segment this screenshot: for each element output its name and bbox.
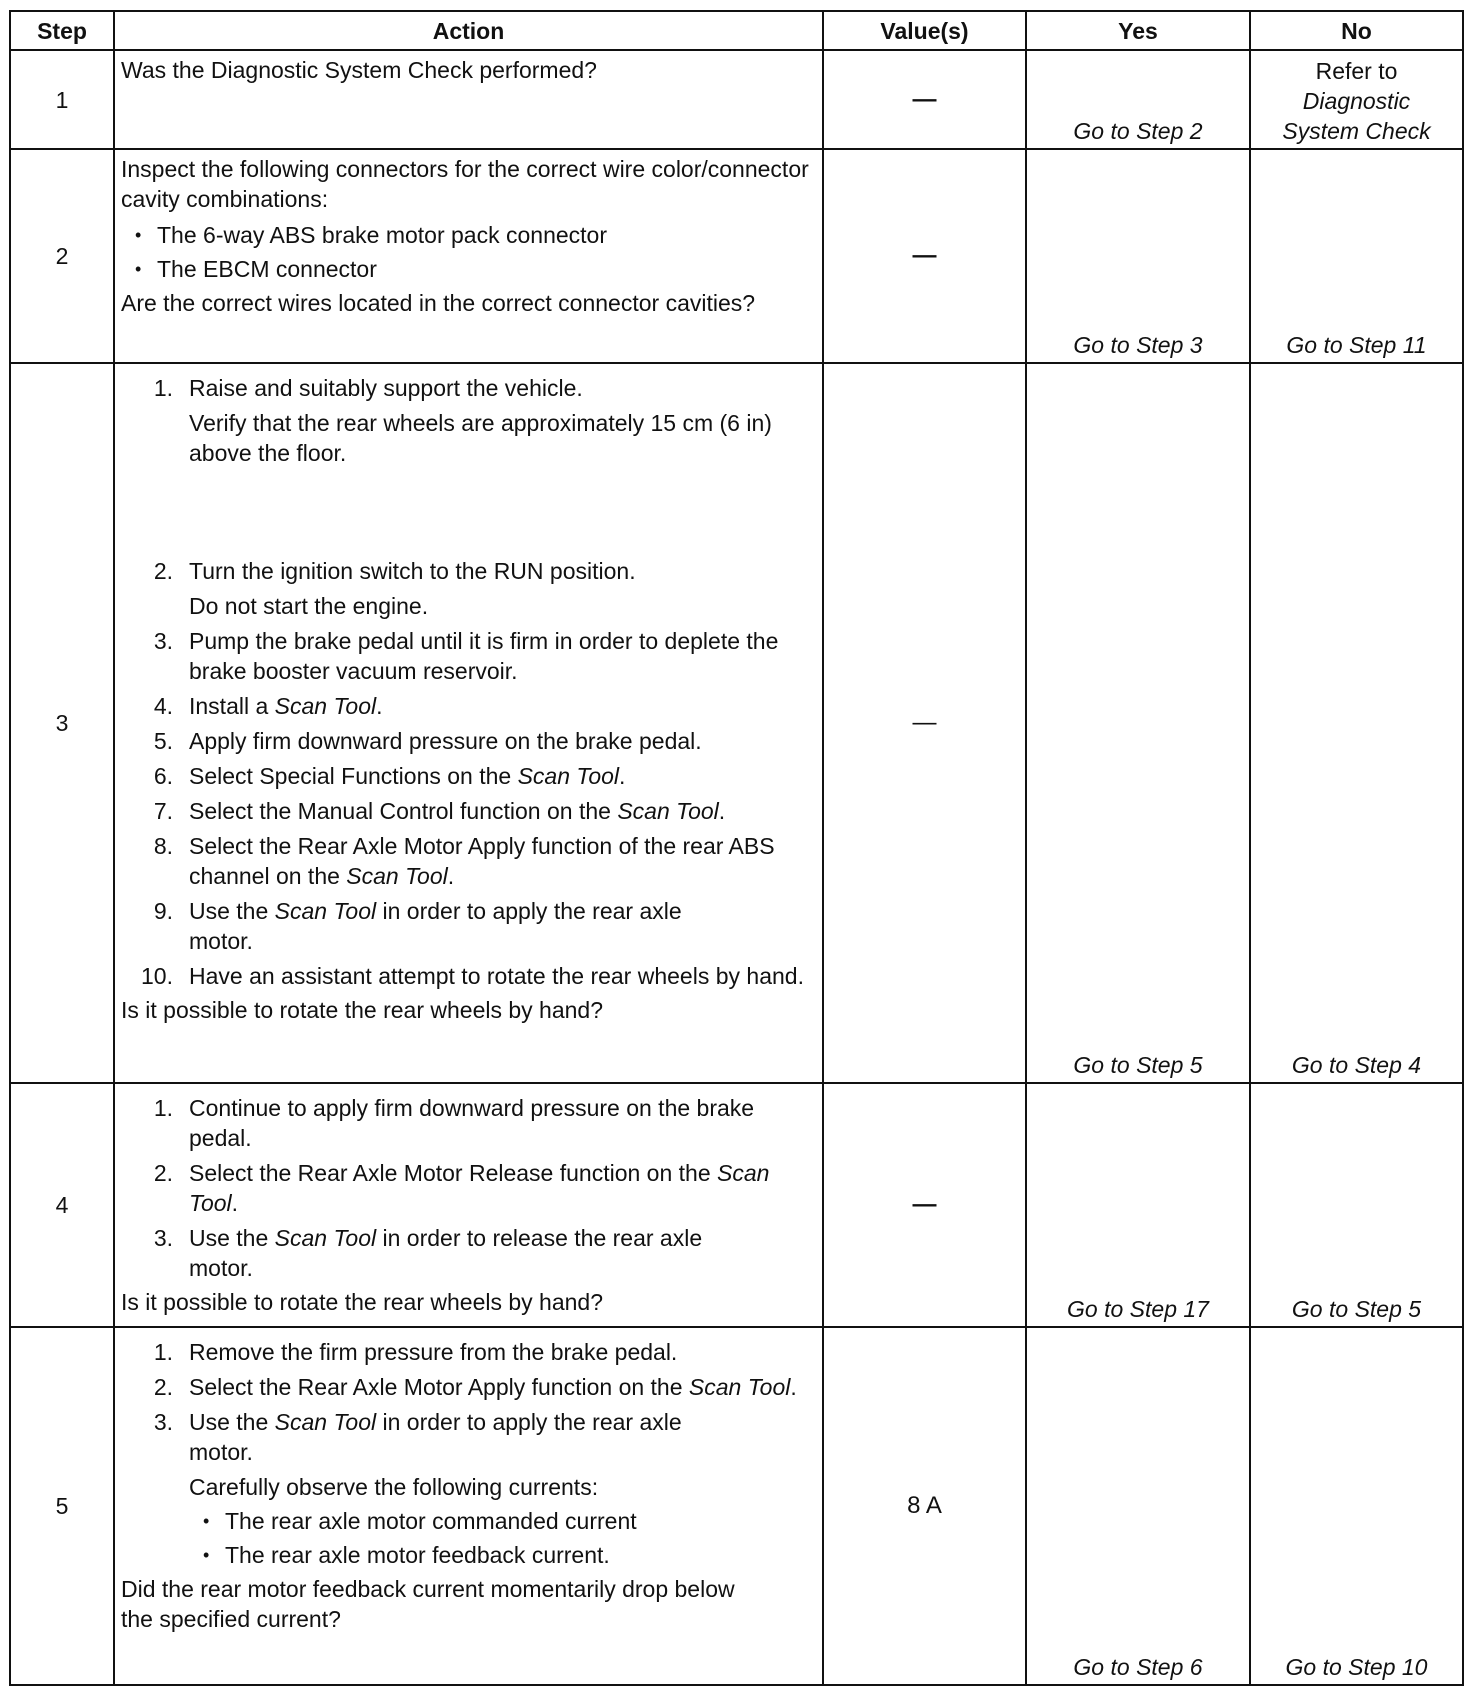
numbered-step-text-a: Install a [189, 693, 275, 719]
step-action [114, 363, 823, 1083]
numbered-step-index: 7. [153, 798, 173, 824]
yes-result: Go to Step 17 [1026, 1083, 1250, 1327]
numbered-step-text: Continue to apply firm downward pressure on the brake pedal. [189, 1095, 755, 1151]
numbered-step-text: Pump the brake pedal until it is firm in order to deplete the brake booster vacuum reservoir. [189, 628, 779, 684]
scan-tool-ref: Scan Tool [189, 1160, 770, 1216]
header-step: Step [10, 11, 114, 50]
numbered-step-text-a: Use the [189, 1409, 275, 1435]
numbered-step-index: 1. [153, 1095, 173, 1121]
numbered-step [121, 831, 818, 891]
scan-tool-ref: Scan Tool [274, 1225, 377, 1251]
step-row-2 [10, 149, 1463, 363]
step-row-4 [10, 1083, 1463, 1327]
numbered-step-text-a: Select the Rear Axle Motor Apply function of the rear ABS channel on the [189, 833, 775, 889]
numbered-step [121, 691, 818, 721]
no-result: Go to Step 10 [1250, 1327, 1463, 1685]
step-value: — [823, 1083, 1026, 1327]
numbered-step-text: Raise and suitably support the vehicle. [189, 375, 583, 401]
numbered-step [121, 961, 818, 991]
numbered-step-text-b: . [376, 693, 383, 719]
yes-result: Go to Step 5 [1026, 363, 1250, 1083]
action-intro: Inspect the following connectors for the correct wire color/connector cavity combinations: [121, 156, 809, 212]
scan-tool-ref: Scan Tool [274, 1409, 377, 1435]
yes-result: Go to Step 6 [1026, 1327, 1250, 1685]
bullet-item: • The 6-way ABS brake motor pack connector [121, 220, 818, 250]
numbered-step-text-b: in order to apply the rear axle motor. [189, 1409, 682, 1465]
scan-tool-ref: Scan Tool [517, 763, 620, 789]
header-no: No [1250, 11, 1463, 50]
numbered-step [121, 1407, 818, 1467]
diagnostic-table [9, 10, 1464, 1686]
numbered-step-text-a: Use the [189, 1225, 275, 1251]
numbered-step-index: 3. [153, 628, 173, 654]
numbered-step-index: 9. [153, 898, 173, 924]
scan-tool-ref: Scan Tool [274, 693, 377, 719]
no-result: Go to Step 11 [1250, 149, 1463, 363]
numbered-step-text-a: Select the Rear Axle Motor Release function on the [189, 1160, 718, 1186]
no-refer-label: Refer to [1315, 58, 1398, 84]
numbered-step-text: Turn the ignition switch to the RUN position. [189, 558, 636, 584]
numbered-step [121, 896, 818, 956]
step-value: — [823, 50, 1026, 149]
numbered-step [121, 626, 818, 686]
yes-result: Go to Step 3 [1026, 149, 1250, 363]
action-question: Did the rear motor feedback current momentarily drop below the specified current? [121, 1576, 735, 1632]
numbered-step-text-b: . [790, 1374, 797, 1400]
numbered-step-index: 5. [153, 728, 173, 754]
header-row [10, 11, 1463, 50]
step-number: 2 [10, 149, 114, 363]
no-refer-link-line1: Diagnostic [1302, 88, 1411, 114]
numbered-step [121, 1337, 818, 1367]
numbered-step-text-b: . [619, 763, 626, 789]
no-refer-link-line2: System Check [1282, 118, 1431, 144]
numbered-step-text-b: . [718, 798, 726, 824]
scan-tool-ref: Scan Tool [346, 863, 448, 889]
step-number: 1 [10, 50, 114, 149]
step-value: 8 A [823, 1327, 1026, 1685]
numbered-step-text-b: . [231, 1190, 239, 1216]
scan-tool-ref: Scan Tool [274, 898, 377, 924]
numbered-step-index: 1. [153, 375, 173, 401]
numbered-step-text-b: in order to apply the rear axle motor. [189, 898, 682, 954]
numbered-step [121, 796, 818, 826]
numbered-step [121, 373, 818, 403]
numbered-step-text-a: Select the Manual Control function on the [189, 798, 618, 824]
numbered-step [121, 761, 818, 791]
bullet-item: • The EBCM connector [121, 254, 818, 284]
step-row-1 [10, 50, 1463, 149]
numbered-step-index: 10. [141, 963, 173, 989]
action-question: Is it possible to rotate the rear wheels by hand? [121, 997, 604, 1023]
step-note: Carefully observe the following currents: [189, 1474, 599, 1500]
step-action [114, 1083, 823, 1327]
no-result: Go to Step 5 [1250, 1083, 1463, 1327]
scan-tool-ref: Scan Tool [617, 798, 719, 824]
step-note: Verify that the rear wheels are approximately 15 cm (6 in) above the floor. [189, 410, 772, 466]
header-values: Value(s) [823, 11, 1026, 50]
step-row-5 [10, 1327, 1463, 1685]
numbered-step-text-b: . [447, 863, 455, 889]
numbered-step [121, 1093, 818, 1153]
numbered-step [121, 1158, 818, 1218]
numbered-step-text-a: Select Special Functions on the [189, 763, 518, 789]
no-result: Go to Step 4 [1250, 363, 1463, 1083]
step-action [114, 1327, 823, 1685]
header-yes: Yes [1026, 11, 1250, 50]
bullet-item: • The rear axle motor commanded current [121, 1506, 818, 1536]
no-result [1250, 50, 1463, 149]
step-number: 5 [10, 1327, 114, 1685]
numbered-step-index: 3. [153, 1409, 173, 1435]
numbered-step-index: 8. [153, 833, 173, 859]
numbered-step-text: Apply firm downward pressure on the brake pedal. [189, 728, 702, 754]
numbered-step [121, 726, 818, 756]
action-question: Are the correct wires located in the correct connector cavities? [121, 290, 756, 316]
step-action [114, 50, 823, 149]
numbered-step-index: 2. [153, 558, 173, 584]
numbered-step [121, 556, 818, 586]
header-action: Action [114, 11, 823, 50]
numbered-step-index: 6. [153, 763, 173, 789]
numbered-step-text: Remove the firm pressure from the brake pedal. [189, 1339, 678, 1365]
step-action [114, 149, 823, 363]
action-question: Was the Diagnostic System Check performed? [121, 57, 597, 83]
numbered-step-text-a: Select the Rear Axle Motor Apply function on the [189, 1374, 689, 1400]
numbered-step-index: 2. [153, 1374, 173, 1400]
step-note: Do not start the engine. [189, 593, 429, 619]
numbered-step-text-a: Use the [189, 898, 275, 924]
numbered-step-text-b: in order to release the rear axle motor. [189, 1225, 703, 1281]
numbered-step [121, 1372, 818, 1402]
numbered-step-index: 1. [153, 1339, 173, 1365]
step-number: 4 [10, 1083, 114, 1327]
bullet-item: • The rear axle motor feedback current. [121, 1540, 818, 1570]
numbered-step [121, 1223, 818, 1283]
numbered-step-index: 2. [153, 1160, 173, 1186]
step-row-3 [10, 363, 1463, 1083]
step-value: — [823, 149, 1026, 363]
scan-tool-ref: Scan Tool [688, 1374, 791, 1400]
action-question: Is it possible to rotate the rear wheels by hand? [121, 1289, 604, 1315]
step-number: 3 [10, 363, 114, 1083]
numbered-step-index: 4. [153, 693, 173, 719]
numbered-step-index: 3. [153, 1225, 173, 1251]
numbered-step-text: Have an assistant attempt to rotate the rear wheels by hand. [189, 963, 804, 989]
yes-result: Go to Step 2 [1026, 50, 1250, 149]
step-value: — [823, 363, 1026, 1083]
